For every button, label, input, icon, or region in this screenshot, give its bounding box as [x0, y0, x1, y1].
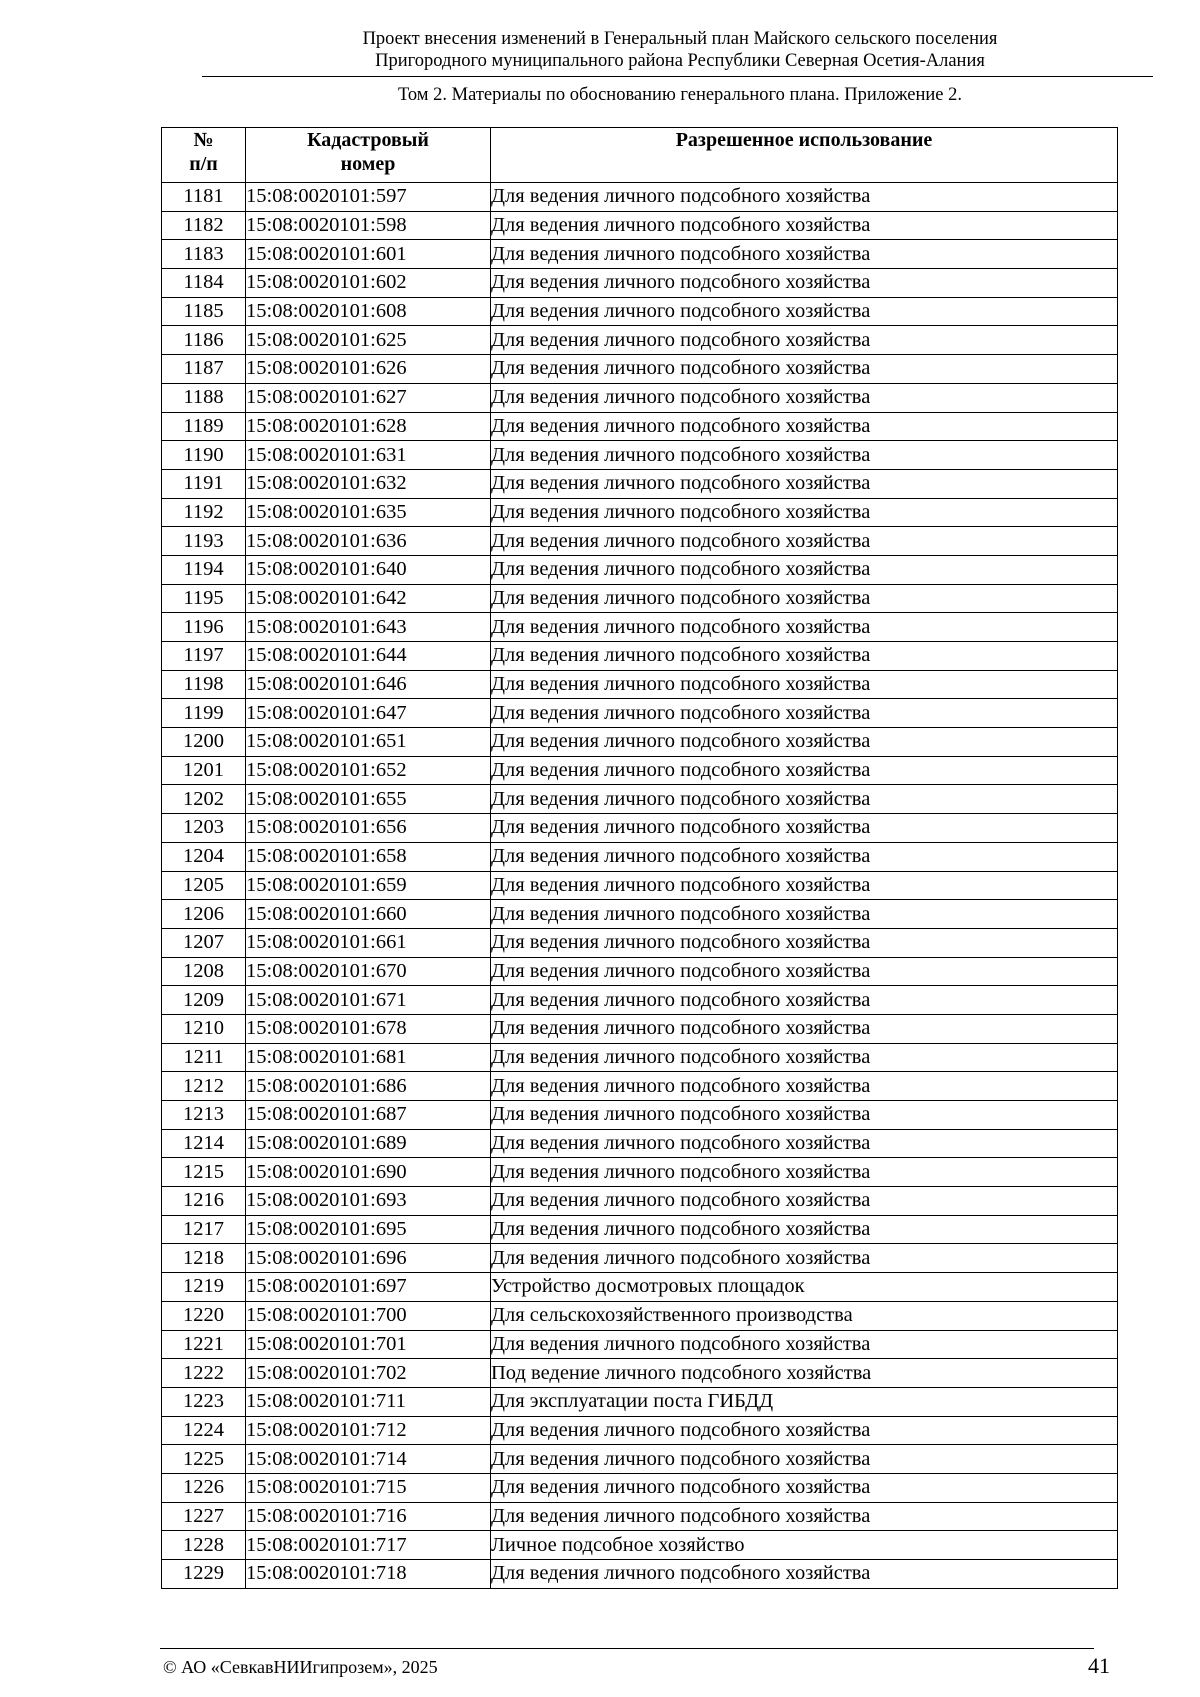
permitted-use-cell: Для ведения личного подсобного хозяйства [491, 1330, 1118, 1359]
permitted-use-cell: Для ведения личного подсобного хозяйства [491, 1129, 1118, 1158]
table-row [162, 555, 1118, 584]
permitted-use-cell: Для ведения личного подсобного хозяйства [491, 211, 1118, 240]
table-row [162, 900, 1118, 929]
cadastral-number-cell: 15:08:0020101:635 [246, 498, 491, 527]
row-number-cell: 1217 [162, 1215, 246, 1244]
cadastral-number-cell: 15:08:0020101:701 [246, 1330, 491, 1359]
table-row [162, 1359, 1118, 1388]
table-row [162, 1473, 1118, 1502]
cadastral-number-cell: 15:08:0020101:716 [246, 1502, 491, 1531]
cadastral-number-cell: 15:08:0020101:696 [246, 1244, 491, 1273]
permitted-use-cell: Для ведения личного подсобного хозяйства [491, 326, 1118, 355]
permitted-use-cell: Для ведения личного подсобного хозяйства [491, 1473, 1118, 1502]
permitted-use-cell: Для ведения личного подсобного хозяйства [491, 527, 1118, 556]
permitted-use-cell: Устройство досмотровых площадок [491, 1273, 1118, 1302]
row-number-cell: 1192 [162, 498, 246, 527]
permitted-use-cell: Для ведения личного подсобного хозяйства [491, 269, 1118, 298]
permitted-use-cell: Для ведения личного подсобного хозяйства [491, 1416, 1118, 1445]
cadastral-number-cell: 15:08:0020101:702 [246, 1359, 491, 1388]
table-row [162, 326, 1118, 355]
permitted-use-cell: Для ведения личного подсобного хозяйства [491, 584, 1118, 613]
row-number-cell: 1207 [162, 928, 246, 957]
permitted-use-cell: Для ведения личного подсобного хозяйства [491, 240, 1118, 269]
table-row [162, 183, 1118, 212]
table-row [162, 928, 1118, 957]
row-number-cell: 1224 [162, 1416, 246, 1445]
permitted-use-cell: Для ведения личного подсобного хозяйства [491, 498, 1118, 527]
permitted-use-cell: Для ведения личного подсобного хозяйства [491, 642, 1118, 671]
cadastral-number-cell: 15:08:0020101:693 [246, 1187, 491, 1216]
cadastral-number-cell: 15:08:0020101:715 [246, 1473, 491, 1502]
cadastral-number-cell: 15:08:0020101:681 [246, 1043, 491, 1072]
cadastral-number-cell: 15:08:0020101:642 [246, 584, 491, 613]
column-header-permitted-use: Разрешенное использование [491, 128, 1118, 183]
row-number-cell: 1189 [162, 412, 246, 441]
cadastral-number-cell: 15:08:0020101:640 [246, 555, 491, 584]
row-number-cell: 1209 [162, 986, 246, 1015]
cadastral-number-cell: 15:08:0020101:695 [246, 1215, 491, 1244]
cadastral-number-cell: 15:08:0020101:608 [246, 297, 491, 326]
row-number-cell: 1203 [162, 814, 246, 843]
table-row [162, 613, 1118, 642]
cadastral-number-cell: 15:08:0020101:697 [246, 1273, 491, 1302]
row-number-cell: 1184 [162, 269, 246, 298]
cadastral-number-cell: 15:08:0020101:627 [246, 383, 491, 412]
cadastral-table [161, 127, 1118, 1589]
row-number-cell: 1201 [162, 756, 246, 785]
table-row [162, 1416, 1118, 1445]
cadastral-number-cell: 15:08:0020101:647 [246, 699, 491, 728]
row-number-cell: 1216 [162, 1187, 246, 1216]
table-row [162, 1330, 1118, 1359]
row-number-cell: 1202 [162, 785, 246, 814]
table-row [162, 355, 1118, 384]
permitted-use-cell: Для ведения личного подсобного хозяйства [491, 900, 1118, 929]
permitted-use-cell: Для ведения личного подсобного хозяйства [491, 1244, 1118, 1273]
row-number-cell: 1228 [162, 1531, 246, 1560]
permitted-use-cell: Для ведения личного подсобного хозяйства [491, 699, 1118, 728]
table-row [162, 211, 1118, 240]
row-number-cell: 1206 [162, 900, 246, 929]
cadastral-number-cell: 15:08:0020101:655 [246, 785, 491, 814]
permitted-use-cell: Для ведения личного подсобного хозяйства [491, 412, 1118, 441]
cadastral-number-cell: 15:08:0020101:643 [246, 613, 491, 642]
permitted-use-cell: Для ведения личного подсобного хозяйства [491, 183, 1118, 212]
row-number-cell: 1218 [162, 1244, 246, 1273]
permitted-use-cell: Для ведения личного подсобного хозяйства [491, 957, 1118, 986]
row-number-cell: 1208 [162, 957, 246, 986]
table-row [162, 498, 1118, 527]
cadastral-number-cell: 15:08:0020101:661 [246, 928, 491, 957]
cadastral-number-cell: 15:08:0020101:651 [246, 728, 491, 757]
permitted-use-cell: Для ведения личного подсобного хозяйства [491, 1014, 1118, 1043]
table-row [162, 269, 1118, 298]
permitted-use-cell: Для сельскохозяйственного производства [491, 1301, 1118, 1330]
cadastral-number-cell: 15:08:0020101:598 [246, 211, 491, 240]
table-row [162, 756, 1118, 785]
cadastral-number-cell: 15:08:0020101:601 [246, 240, 491, 269]
permitted-use-cell: Для ведения личного подсобного хозяйства [491, 871, 1118, 900]
cadastral-number-cell: 15:08:0020101:671 [246, 986, 491, 1015]
cadastral-number-cell: 15:08:0020101:712 [246, 1416, 491, 1445]
table-row [162, 642, 1118, 671]
row-number-cell: 1210 [162, 1014, 246, 1043]
cadastral-number-cell: 15:08:0020101:656 [246, 814, 491, 843]
column-header-cadastral-line-1: Кадастровый [307, 129, 429, 151]
permitted-use-cell: Для ведения личного подсобного хозяйства [491, 1072, 1118, 1101]
cadastral-number-cell: 15:08:0020101:700 [246, 1301, 491, 1330]
column-header-number-line-1: № [193, 129, 214, 151]
row-number-cell: 1220 [162, 1301, 246, 1330]
row-number-cell: 1199 [162, 699, 246, 728]
permitted-use-cell: Для ведения личного подсобного хозяйства [491, 297, 1118, 326]
cadastral-number-cell: 15:08:0020101:714 [246, 1445, 491, 1474]
permitted-use-cell: Для ведения личного подсобного хозяйства [491, 441, 1118, 470]
permitted-use-cell: Для ведения личного подсобного хозяйства [491, 928, 1118, 957]
cadastral-number-cell: 15:08:0020101:687 [246, 1101, 491, 1130]
permitted-use-cell: Для ведения личного подсобного хозяйства [491, 1445, 1118, 1474]
table-row [162, 1387, 1118, 1416]
permitted-use-cell: Для ведения личного подсобного хозяйства [491, 1215, 1118, 1244]
header-title-line-2: Пригородного муниципального района Республики Северная Осетия-Алания [375, 51, 985, 71]
table-row [162, 1072, 1118, 1101]
permitted-use-cell: Для ведения личного подсобного хозяйства [491, 1158, 1118, 1187]
cadastral-number-cell: 15:08:0020101:659 [246, 871, 491, 900]
table-row [162, 986, 1118, 1015]
table-row [162, 1502, 1118, 1531]
cadastral-number-cell: 15:08:0020101:678 [246, 1014, 491, 1043]
row-number-cell: 1182 [162, 211, 246, 240]
table-row [162, 584, 1118, 613]
table-row [162, 1244, 1118, 1273]
column-header-cadastral [246, 128, 491, 183]
cadastral-number-cell: 15:08:0020101:636 [246, 527, 491, 556]
row-number-cell: 1187 [162, 355, 246, 384]
cadastral-number-cell: 15:08:0020101:670 [246, 957, 491, 986]
table-row [162, 383, 1118, 412]
table-row [162, 814, 1118, 843]
row-number-cell: 1190 [162, 441, 246, 470]
table-row [162, 1301, 1118, 1330]
column-header-cadastral-line-2: номер [340, 153, 396, 175]
row-number-cell: 1204 [162, 842, 246, 871]
cadastral-number-cell: 15:08:0020101:689 [246, 1129, 491, 1158]
cadastral-number-cell: 15:08:0020101:625 [246, 326, 491, 355]
cadastral-number-cell: 15:08:0020101:626 [246, 355, 491, 384]
row-number-cell: 1194 [162, 555, 246, 584]
row-number-cell: 1227 [162, 1502, 246, 1531]
table-row [162, 1101, 1118, 1130]
permitted-use-cell: Для ведения личного подсобного хозяйства [491, 1560, 1118, 1589]
table-row [162, 1158, 1118, 1187]
permitted-use-cell: Под ведение личного подсобного хозяйства [491, 1359, 1118, 1388]
row-number-cell: 1195 [162, 584, 246, 613]
row-number-cell: 1186 [162, 326, 246, 355]
footer-divider [160, 1648, 1094, 1649]
permitted-use-cell: Для ведения личного подсобного хозяйства [491, 670, 1118, 699]
header-title-line-1: Проект внесения изменений в Генеральный план Майского сельского поселения [362, 29, 998, 49]
table-row [162, 670, 1118, 699]
permitted-use-cell: Для ведения личного подсобного хозяйства [491, 469, 1118, 498]
table-row [162, 1187, 1118, 1216]
row-number-cell: 1213 [162, 1101, 246, 1130]
permitted-use-cell: Для эксплуатации поста ГИБДД [491, 1387, 1118, 1416]
cadastral-number-cell: 15:08:0020101:652 [246, 756, 491, 785]
table-header-row [162, 128, 1118, 183]
row-number-cell: 1211 [162, 1043, 246, 1072]
permitted-use-cell: Для ведения личного подсобного хозяйства [491, 613, 1118, 642]
table-row [162, 527, 1118, 556]
permitted-use-cell: Для ведения личного подсобного хозяйства [491, 383, 1118, 412]
cadastral-number-cell: 15:08:0020101:686 [246, 1072, 491, 1101]
cadastral-number-cell: 15:08:0020101:660 [246, 900, 491, 929]
permitted-use-cell: Для ведения личного подсобного хозяйства [491, 1101, 1118, 1130]
row-number-cell: 1185 [162, 297, 246, 326]
row-number-cell: 1212 [162, 1072, 246, 1101]
permitted-use-cell: Для ведения личного подсобного хозяйства [491, 1043, 1118, 1072]
table-row [162, 1215, 1118, 1244]
permitted-use-cell: Для ведения личного подсобного хозяйства [491, 986, 1118, 1015]
permitted-use-cell: Личное подсобное хозяйство [491, 1531, 1118, 1560]
row-number-cell: 1183 [162, 240, 246, 269]
table-row [162, 1273, 1118, 1302]
page-number: 41 [1088, 1653, 1110, 1678]
table-row [162, 1043, 1118, 1072]
table-row [162, 1531, 1118, 1560]
cadastral-number-cell: 15:08:0020101:632 [246, 469, 491, 498]
row-number-cell: 1181 [162, 183, 246, 212]
table-row [162, 871, 1118, 900]
table-row [162, 785, 1118, 814]
cadastral-number-cell: 15:08:0020101:602 [246, 269, 491, 298]
table-row [162, 1014, 1118, 1043]
permitted-use-cell: Для ведения личного подсобного хозяйства [491, 555, 1118, 584]
page-header [200, 28, 1160, 105]
column-header-number [162, 128, 246, 183]
row-number-cell: 1226 [162, 1473, 246, 1502]
cadastral-number-cell: 15:08:0020101:646 [246, 670, 491, 699]
row-number-cell: 1191 [162, 469, 246, 498]
row-number-cell: 1200 [162, 728, 246, 757]
permitted-use-cell: Для ведения личного подсобного хозяйства [491, 1502, 1118, 1531]
table-row [162, 1445, 1118, 1474]
cadastral-number-cell: 15:08:0020101:717 [246, 1531, 491, 1560]
row-number-cell: 1219 [162, 1273, 246, 1302]
header-volume-line: Том 2. Материалы по обоснованию генерального плана. Приложение 2. [398, 85, 962, 105]
cadastral-number-cell: 15:08:0020101:631 [246, 441, 491, 470]
row-number-cell: 1222 [162, 1359, 246, 1388]
row-number-cell: 1188 [162, 383, 246, 412]
row-number-cell: 1197 [162, 642, 246, 671]
cadastral-number-cell: 15:08:0020101:718 [246, 1560, 491, 1589]
table-body [162, 183, 1118, 1589]
table-row [162, 842, 1118, 871]
table-row [162, 1129, 1118, 1158]
table-row [162, 297, 1118, 326]
table-row [162, 1560, 1118, 1589]
table-row [162, 469, 1118, 498]
table-row [162, 412, 1118, 441]
column-header-number-line-2: п/п [189, 153, 218, 175]
permitted-use-cell: Для ведения личного подсобного хозяйства [491, 785, 1118, 814]
table-row [162, 441, 1118, 470]
table-row [162, 957, 1118, 986]
permitted-use-cell: Для ведения личного подсобного хозяйства [491, 1187, 1118, 1216]
row-number-cell: 1193 [162, 527, 246, 556]
permitted-use-cell: Для ведения личного подсобного хозяйства [491, 842, 1118, 871]
cadastral-number-cell: 15:08:0020101:711 [246, 1387, 491, 1416]
cadastral-number-cell: 15:08:0020101:597 [246, 183, 491, 212]
footer-copyright: © АО «СевкавНИИгипрозем», 2025 [163, 1657, 438, 1677]
cadastral-number-cell: 15:08:0020101:628 [246, 412, 491, 441]
row-number-cell: 1221 [162, 1330, 246, 1359]
permitted-use-cell: Для ведения личного подсобного хозяйства [491, 728, 1118, 757]
permitted-use-cell: Для ведения личного подсобного хозяйства [491, 814, 1118, 843]
row-number-cell: 1214 [162, 1129, 246, 1158]
permitted-use-cell: Для ведения личного подсобного хозяйства [491, 756, 1118, 785]
permitted-use-cell: Для ведения личного подсобного хозяйства [491, 355, 1118, 384]
row-number-cell: 1215 [162, 1158, 246, 1187]
cadastral-number-cell: 15:08:0020101:658 [246, 842, 491, 871]
cadastral-number-cell: 15:08:0020101:644 [246, 642, 491, 671]
table-row [162, 240, 1118, 269]
cadastral-number-cell: 15:08:0020101:690 [246, 1158, 491, 1187]
row-number-cell: 1223 [162, 1387, 246, 1416]
table-row [162, 699, 1118, 728]
row-number-cell: 1225 [162, 1445, 246, 1474]
row-number-cell: 1229 [162, 1560, 246, 1589]
row-number-cell: 1198 [162, 670, 246, 699]
table-row [162, 728, 1118, 757]
header-divider [202, 76, 1153, 77]
row-number-cell: 1196 [162, 613, 246, 642]
row-number-cell: 1205 [162, 871, 246, 900]
